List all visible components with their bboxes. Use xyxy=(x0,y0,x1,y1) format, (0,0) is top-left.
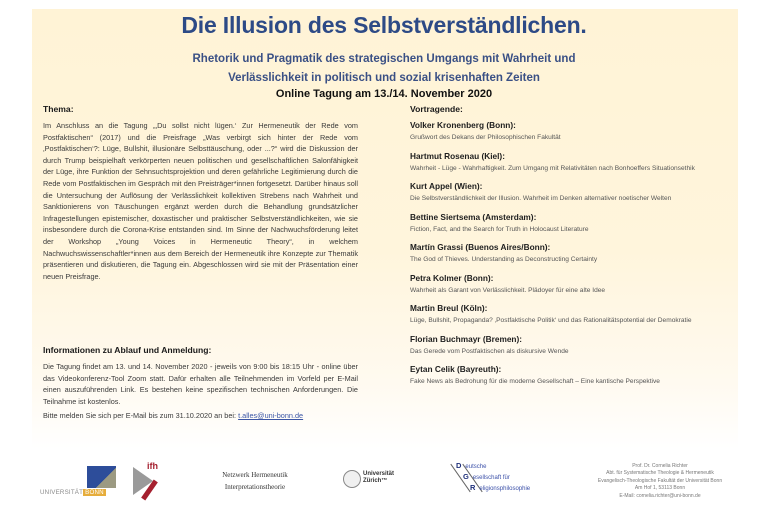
thema-text: Im Anschluss an die Tagung „‚Du sollst nicht lügen.‘ Zur Hermeneutik der Rede vom Postfaktischen“ (2017) und die Preisfrage „Was verbirgt sich hinter der Rede vom ‚Postfaktischen‘?: Lüge, Bullshit, illusionäre Selbsttäuschung, oder ...?“ wird die Diskussion der durch Trump beispielhaft verkörperten neuen politischen und gesellschaftlichen Salonfähigkeit der Lüge, ihre Funktion der Sehnsuchtsprojektion und deren gefährliche Legitimierung durch die Rede vom Postfaktischen im Gespräch mit den Preisträger*innen fortgesetzt. Darüber hinaus soll die Untersuchung der Auflösung der Verlässlichkeit kollektiven Strebens nach Wahrheit und Sanktionierens von Täuschungen ergänzt werden durch die Behandlung grundsätzlicher Infragestellungen epistemischer, doxastischer und praktischer Selbstverständlichkeiten, wie sie insbesondere durch die Corona-Krise entstanden sind. Im Sinne der Nachwuchsförderung leitet der Workshop „Young Voices in Hermeneutic Theory“, in welchem Nachwuchswissenschaftler*innen aus dem Bereich der Hermeneutik ihre Konzepte zur Thematik präsentieren und diskutieren, die Tagung ein. Abgeschlossen wird sie mit der Präsentation einer neuen Preisfrage. xyxy=(43,121,358,281)
speaker-name: Volker Kronenberg (Bonn): xyxy=(410,120,516,130)
netzwerk-hermeneutik-logo xyxy=(210,469,300,493)
speaker-item xyxy=(410,303,740,327)
speaker-name: Bettine Siertsema (Amsterdam): xyxy=(410,211,537,222)
speaker-item xyxy=(410,242,740,266)
speaker-name: Martin Breul (Köln): xyxy=(410,303,488,313)
dgr-row xyxy=(456,461,486,470)
speakers-section xyxy=(410,104,740,395)
dgr-letter: D xyxy=(456,461,462,470)
netzwerk-line-1: Netzwerk Hermeneutik xyxy=(222,471,288,479)
speaker-talk-title: The God of Thieves. Understanding as Deconstructing Certainty xyxy=(410,256,598,263)
uzh-line-2: Zürich™ xyxy=(363,478,388,484)
bonn-logo-text-left: UNIVERSITÄT xyxy=(40,489,84,496)
universitaet-bonn-logo xyxy=(40,466,116,496)
ifh-logo xyxy=(133,461,163,501)
speaker-talk-title: Grußwort des Dekans der Philosophischen Fakultät xyxy=(410,134,561,141)
speaker-item xyxy=(410,120,740,144)
speaker-name: Eytan Celik (Bayreuth): xyxy=(410,364,502,374)
contact-block xyxy=(560,463,760,500)
info-section xyxy=(43,345,358,425)
dgr-word: eligionsphilosophie xyxy=(479,486,531,492)
dgr-row xyxy=(463,472,510,481)
subtitle-line-1: Rhetorik und Pragmatik des strategischen Umgangs mit Wahrheit und xyxy=(192,53,576,65)
dgr-row xyxy=(470,483,530,492)
info-heading: Informationen zu Ablauf und Anmeldung: xyxy=(43,345,212,355)
speaker-item xyxy=(410,364,740,388)
speaker-item xyxy=(410,212,740,236)
speaker-item xyxy=(410,273,740,297)
dgr-word: esellschaft für xyxy=(472,475,510,481)
contact-department: Abt. für Systematische Theologie & Hermeneutik xyxy=(606,470,714,477)
thema-section xyxy=(43,104,358,282)
speaker-name: Petra Kolmer (Bonn): xyxy=(410,272,494,283)
speaker-item xyxy=(410,181,740,205)
speakers-heading: Vortragende: xyxy=(410,104,463,114)
speaker-name: Martín Grassi (Buenos Aires/Bonn): xyxy=(410,242,551,252)
speaker-talk-title: Das Gerede vom Postfaktischen als diskursive Wende xyxy=(410,347,569,355)
speaker-item xyxy=(410,334,740,358)
speaker-talk-title: Wahrheit - Lüge - Wahrhaftigkeit. Zum Umgang mit Relativitäten nach Bonhoeffers Situationsethik xyxy=(410,164,695,172)
uzh-seal-icon xyxy=(343,470,361,488)
dgr-letter: G xyxy=(463,472,469,481)
contact-email[interactable]: E-Mail: cornelia.richter@uni-bonn.de xyxy=(619,492,701,499)
speaker-talk-title: Die Selbstverständlichkeit der Illusion. Wahrheit im Denken alternativer noetischer Welten xyxy=(410,195,672,202)
conference-date: Online Tagung am 13./14. November 2020 xyxy=(275,88,493,100)
speaker-talk-title: Fiction, Fact, and the Search for Truth in Holocaust Literature xyxy=(410,225,589,233)
contact-name: Prof. Dr. Cornelia Richter xyxy=(632,463,688,469)
contact-faculty: Evangelisch-Theologische Fakultät der Universität Bonn xyxy=(597,477,723,484)
speaker-item xyxy=(410,151,740,175)
dgr-word: eutsche xyxy=(465,464,487,470)
registration-text: Bitte melden Sie sich per E-Mail bis zum 31.10.2020 an bei: xyxy=(43,411,239,421)
uzh-line-1: Universität xyxy=(363,471,395,477)
subtitle-line-2: Verlässlichkeit in politisch und sozial krisenhaften Zeiten xyxy=(228,72,540,84)
netzwerk-line-2: Interpretationstheorie xyxy=(224,483,286,491)
ifh-logo-text: ifh xyxy=(147,461,158,471)
registration-line xyxy=(43,410,358,422)
bonn-logo-text xyxy=(40,489,106,496)
speaker-name: Kurt Appel (Wien): xyxy=(410,181,483,191)
speaker-talk-title: Lüge, Bullshit, Propaganda? ‚Postfaktische Politik‘ und das Rationalitätspotential der Demokratie xyxy=(410,317,692,324)
speaker-talk-title: Fake News als Bedrohung für die moderne Gesellschaft – Eine kantische Perspektive xyxy=(410,378,660,385)
uzh-logo-text xyxy=(363,471,394,485)
dgr-logo xyxy=(448,461,558,497)
speaker-name: Florian Buchmayr (Bremen): xyxy=(410,333,523,344)
speaker-talk-title: Wahrheit als Garant von Verlässlichkeit. Plädoyer für eine alte Idee xyxy=(410,286,606,294)
dgr-letter: R xyxy=(470,483,476,492)
footer-logos xyxy=(0,455,768,512)
page-title: Die Illusion des Selbstverständlichen. xyxy=(181,12,587,38)
info-text: Die Tagung findet am 13. und 14. November 2020 - jeweils von 9:00 bis 18:15 Uhr - online über das Videokonferenz-Tool Zoom statt. Dafür erhalten alle Teilnehmenden im Vorfeld per E-Mail einen auszuführenden Link. Es bestehen keine spezifischen technischen Anforderungen. Die Teilnahme ist kostenlos. xyxy=(43,362,358,406)
universitaet-zuerich-logo xyxy=(343,470,403,490)
registration-email-link[interactable]: t.alles@uni-bonn.de xyxy=(238,411,304,421)
bonn-logo-mark-icon xyxy=(87,466,116,488)
speaker-name: Hartmut Rosenau (Kiel): xyxy=(410,150,505,161)
bonn-logo-text-right: BONN xyxy=(85,489,104,496)
thema-heading: Thema: xyxy=(43,104,74,114)
contact-address: Am Hof 1, 53113 Bonn xyxy=(634,485,686,492)
